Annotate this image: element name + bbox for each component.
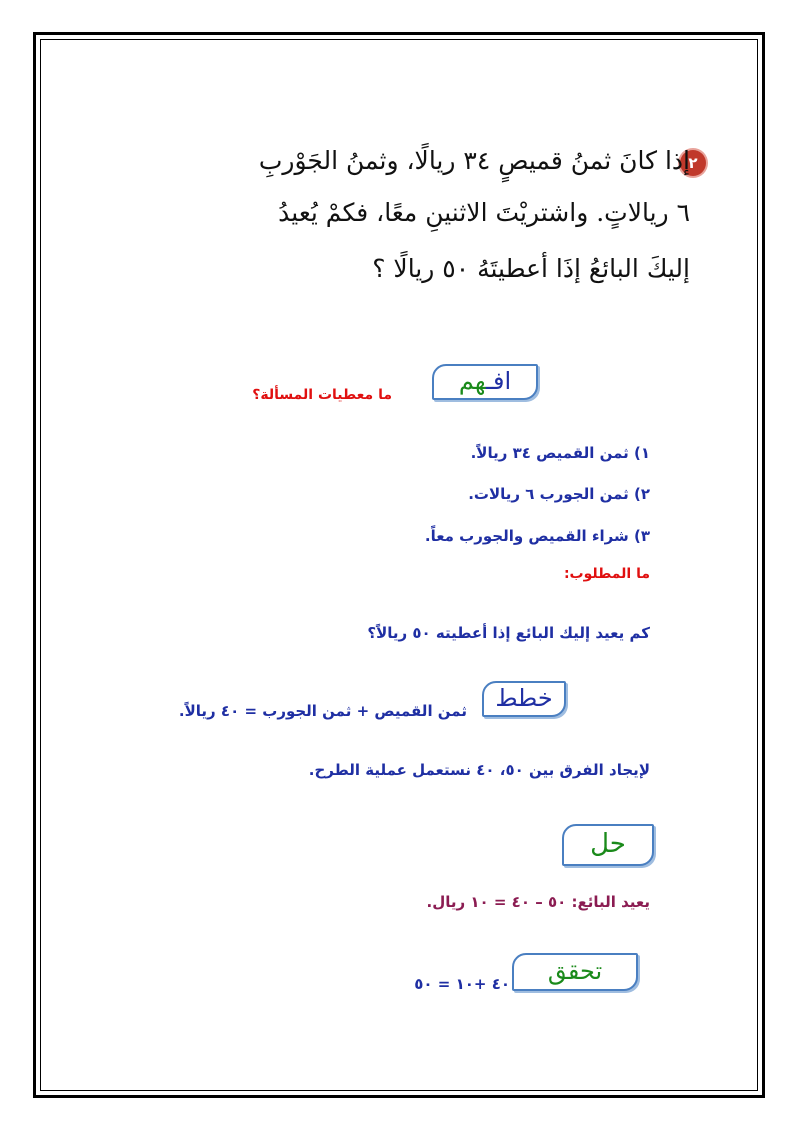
plan-line-1: ثمن القميص + ثمن الجورب = ٤٠ ريالاً. [178, 702, 467, 720]
solve-tag-label: حل [590, 829, 626, 859]
understand-tag-part-a: افـ [485, 367, 512, 395]
page-border-inner [40, 39, 758, 1091]
check-tag-label: تحقق [547, 957, 603, 985]
solve-line: يعيد البائع: ٥٠ – ٤٠ = ١٠ ريال. [426, 893, 650, 911]
problem-line-2: ٦ ريالاتٍ. واشتريْتَ الاثنينِ معًا، فكمْ يُعيدُ [278, 198, 690, 227]
required-label: ما المطلوب: [563, 566, 650, 582]
solve-tag [562, 824, 654, 866]
given-item-2: ٢) ثمن الجورب ٦ ريالات. [468, 485, 650, 503]
check-tag [512, 953, 638, 991]
plan-tag-label: خطط [495, 684, 553, 712]
understand-question: ما معطيات المسألة؟ [252, 387, 392, 403]
check-line: ٤٠ +١٠ = ٥٠ [414, 975, 510, 993]
required-text: كم يعيد إليك البائع إذا أعطيته ٥٠ ريالاً؟ [367, 624, 650, 642]
understand-tag [432, 364, 538, 400]
understand-tag-part-b: هم [458, 367, 486, 395]
problem-number-badge: ٢ [680, 150, 706, 176]
plan-tag [482, 681, 566, 717]
given-item-1: ١) ثمن القميص ٣٤ ريالاً. [470, 444, 650, 462]
problem-line-1: إذا كانَ ثمنُ قميصٍ ٣٤ ريالًا، وثمنُ الجَوْربِ [258, 146, 690, 175]
plan-line-2: لإيجاد الفرق بين ٥٠، ٤٠ نستعمل عملية الطرح. [308, 761, 650, 779]
problem-line-3: إليكَ البائعُ إذَا أعطيتَهُ ٥٠ ريالًا ؟ [372, 254, 690, 283]
given-item-3: ٣) شراء القميص والجورب معاً. [424, 527, 650, 545]
